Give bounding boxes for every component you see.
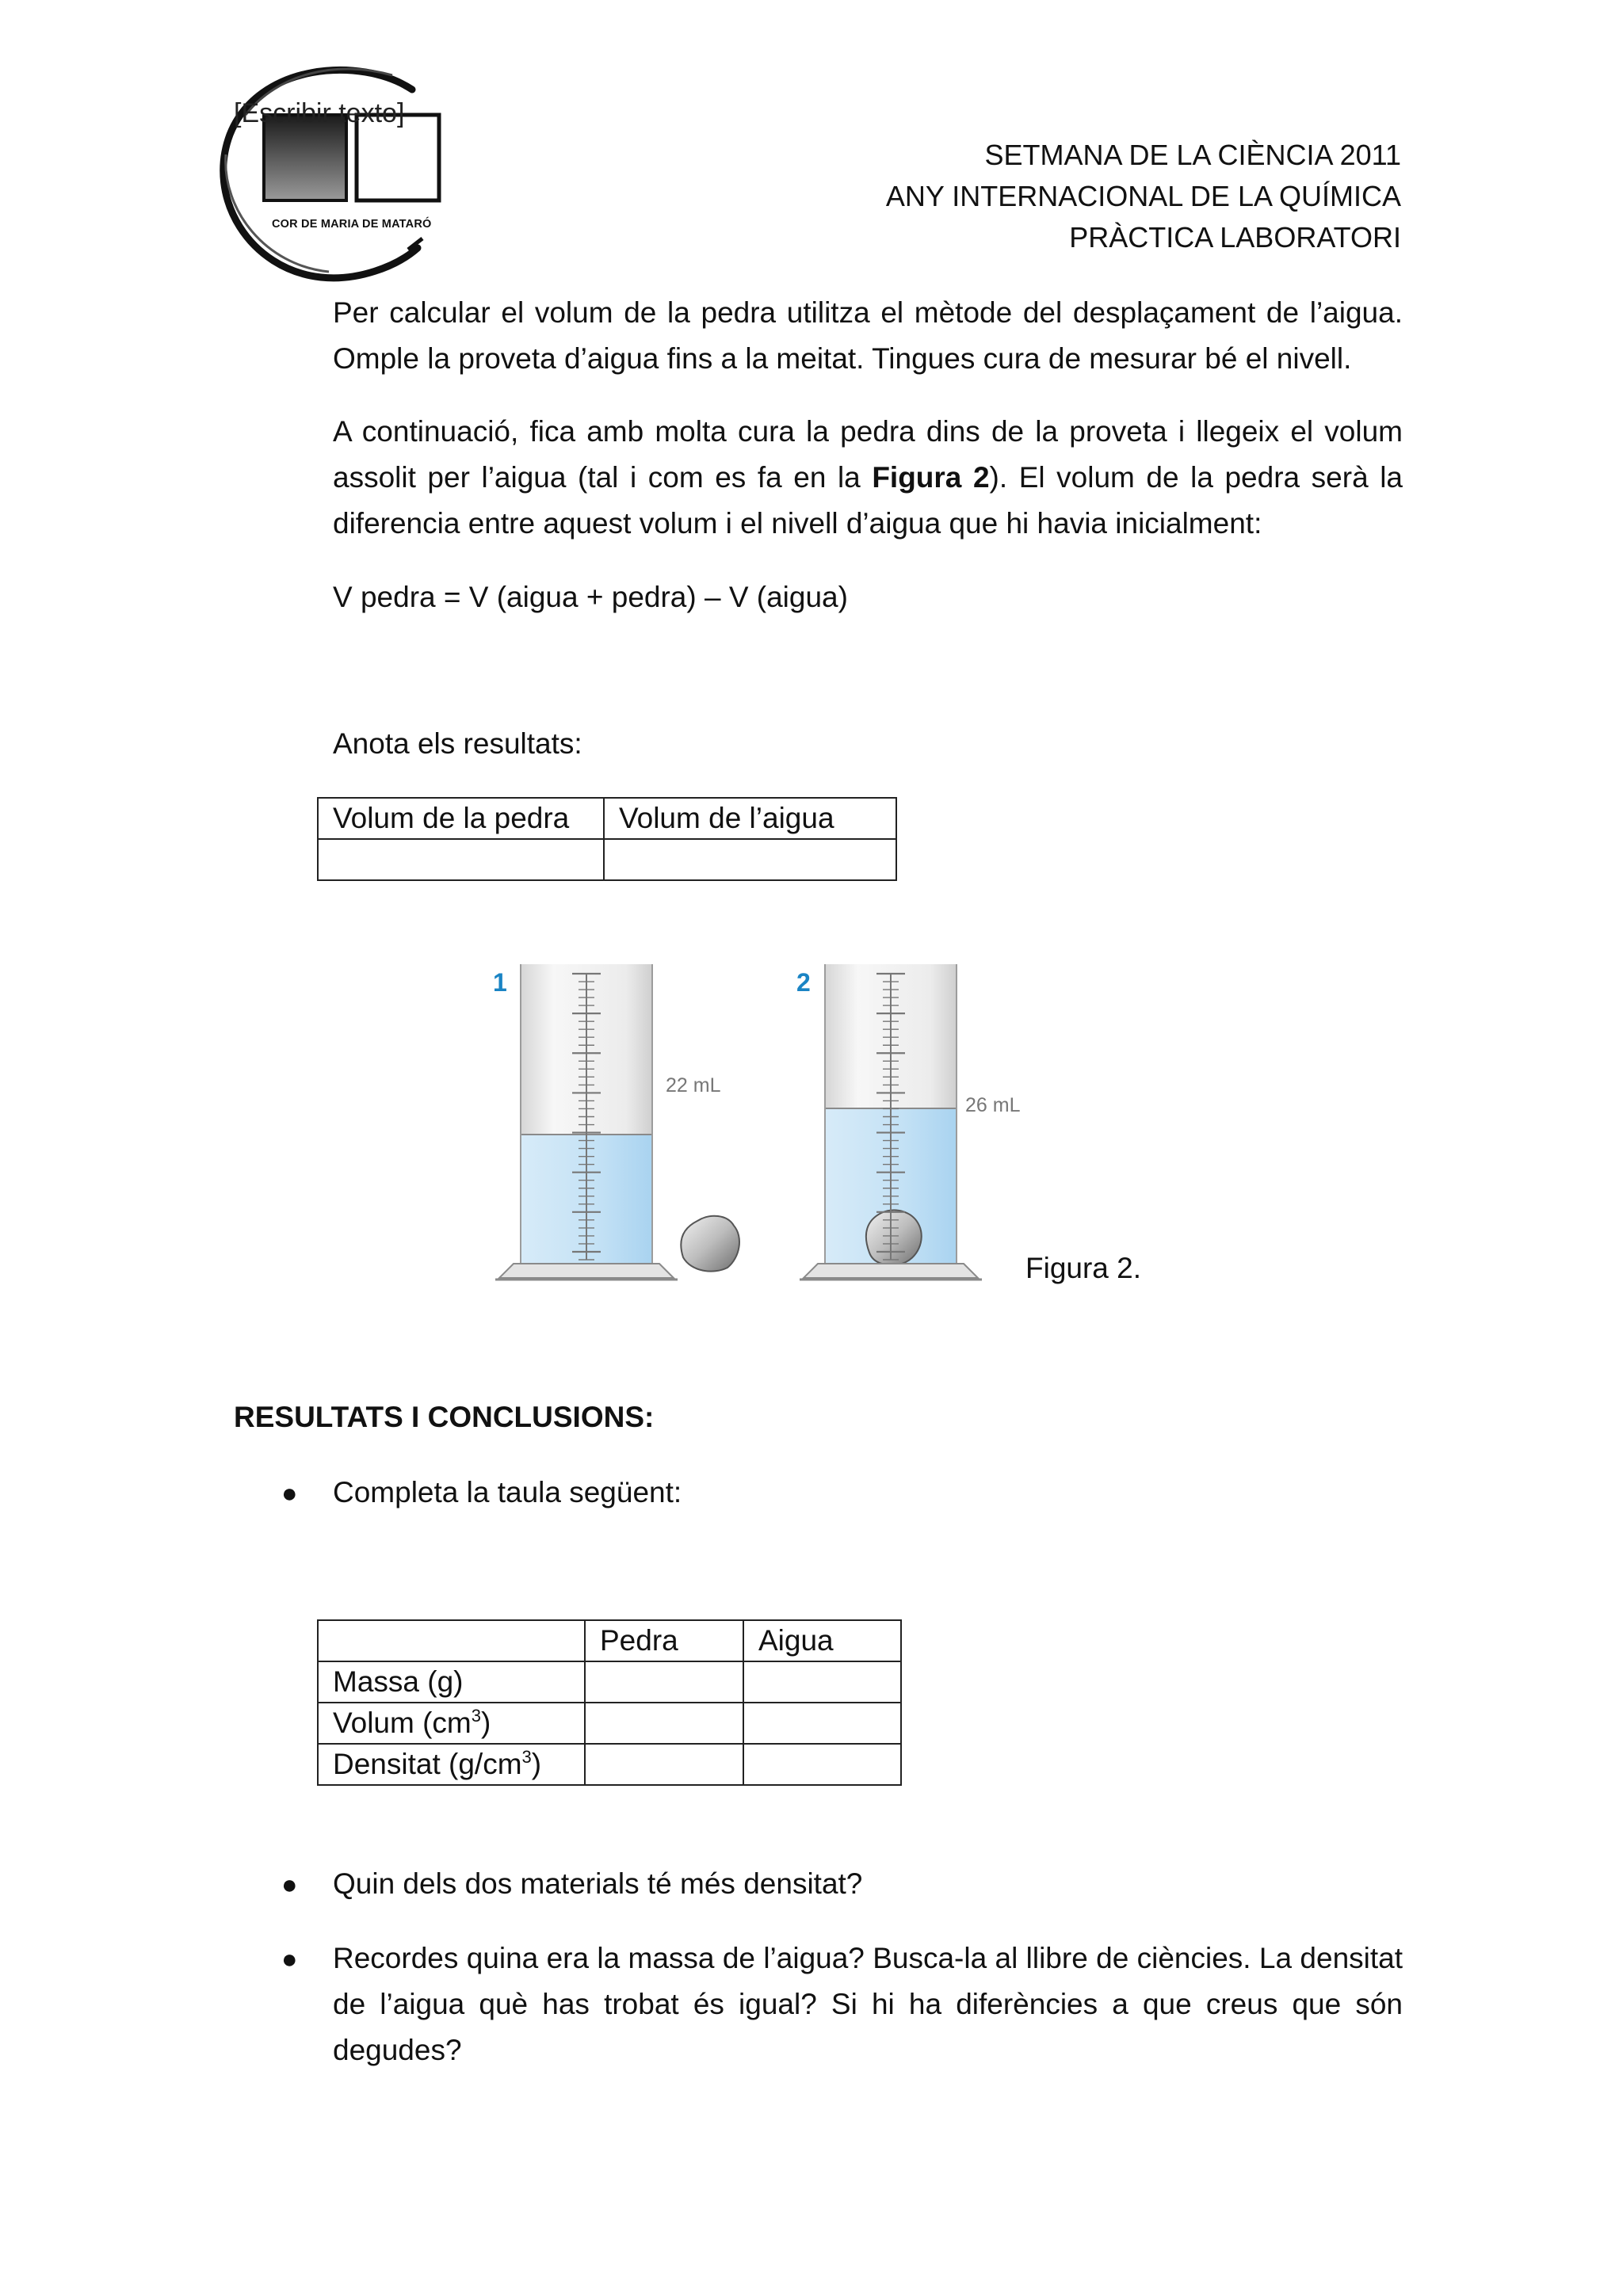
input-cell-water-density[interactable] <box>743 1744 901 1785</box>
cylinder-1 <box>495 964 678 1280</box>
volume-formula: V pedra = V (aigua + pedra) – V (aigua) <box>333 581 848 613</box>
header-cell-water: Aigua <box>743 1620 901 1661</box>
bullet-item-water-mass-question: Recordes quina era la massa de l’aigua? Busca-la al llibre de ciències. La densitat de l’aigua què has trobat és igual? Si hi ha diferències a que creus que són degudes? <box>333 1942 1403 2066</box>
table-row <box>318 798 896 839</box>
cylinder-label-1: 1 <box>493 968 507 997</box>
input-cell-water-volume[interactable] <box>604 839 896 880</box>
rock-outside-icon <box>681 1216 739 1272</box>
input-cell-water-volume-2[interactable] <box>743 1703 901 1744</box>
reading-label-1: 22 mL <box>666 1074 721 1097</box>
bullet-icon: ● <box>281 1870 298 1900</box>
page-header <box>886 135 1401 258</box>
header-cell-stone-volume: Volum de la pedra <box>318 798 604 839</box>
intro-paragraph-1: Per calcular el volum de la pedra utilitza el mètode del desplaçament de l’aigua. Omple la proveta d’aigua fins a la meitat. Tingues cura de mesurar bé el nivell. <box>333 296 1403 375</box>
table-row <box>318 1744 901 1785</box>
table-row <box>318 839 896 880</box>
header-cell-empty <box>318 1620 585 1661</box>
results-prompt: Anota els resultats: <box>333 727 582 760</box>
figure-2-cylinders <box>475 947 1078 1295</box>
bullet-icon: ● <box>281 1478 298 1508</box>
header-line-practice: PRÀCTICA LABORATORI <box>1069 221 1401 254</box>
header-line-event: SETMANA DE LA CIÈNCIA 2011 <box>984 139 1401 171</box>
header-line-year: ANY INTERNACIONAL DE LA QUÍMICA <box>885 180 1401 212</box>
table-row <box>318 1703 901 1744</box>
reading-label-2: 26 mL <box>965 1094 1021 1116</box>
table-row <box>318 1620 901 1661</box>
input-cell-stone-volume-2[interactable] <box>585 1703 743 1744</box>
row-label-density: Densitat $(g/cm^3)$ <box>318 1744 585 1785</box>
input-cell-stone-density[interactable] <box>585 1744 743 1785</box>
table-row <box>318 1661 901 1703</box>
logo-swirl-icon <box>210 59 464 289</box>
cylinder-2 <box>800 964 982 1280</box>
bullet-icon: ● <box>281 1944 298 1974</box>
conclusions-heading: RESULTATS I CONCLUSIONS: <box>234 1401 655 1433</box>
input-cell-stone-volume[interactable] <box>318 839 604 880</box>
header-cell-water-volume: Volum de l’aigua <box>604 798 896 839</box>
results-table <box>317 797 897 881</box>
row-label-volume: Volum $(cm^3)$ <box>318 1703 585 1744</box>
bullet-item-density-question: Quin dels dos materials té més densitat? <box>333 1867 863 1900</box>
row-label-mass: Massa (g) <box>318 1661 585 1703</box>
intro-paragraph-2: A continuació, fica amb molta cura la pedra dins de la proveta i llegeix el volum assolit per l’aigua (tal i com es fa en la Figura 2). El volum de la pedra serà la diferencia entre aquest volum i el nivell d’aigua que hi havia inicialment: <box>333 415 1403 540</box>
bullet-item-complete-table: Completa la taula següent: <box>333 1476 682 1508</box>
cylinder-label-2: 2 <box>796 968 811 997</box>
density-table <box>317 1619 902 1786</box>
figure-reference: Figura 2 <box>872 461 990 494</box>
logo-caption: COR DE MARIA DE MATARÓ <box>272 218 432 231</box>
school-logo <box>210 59 464 289</box>
input-cell-stone-mass[interactable] <box>585 1661 743 1703</box>
input-cell-water-mass[interactable] <box>743 1661 901 1703</box>
header-cell-stone: Pedra <box>585 1620 743 1661</box>
rock-inside-icon <box>866 1211 922 1265</box>
figure-caption: Figura 2. <box>1025 1252 1142 1284</box>
header-placeholder[interactable]: [Escribir texto] <box>234 98 405 128</box>
